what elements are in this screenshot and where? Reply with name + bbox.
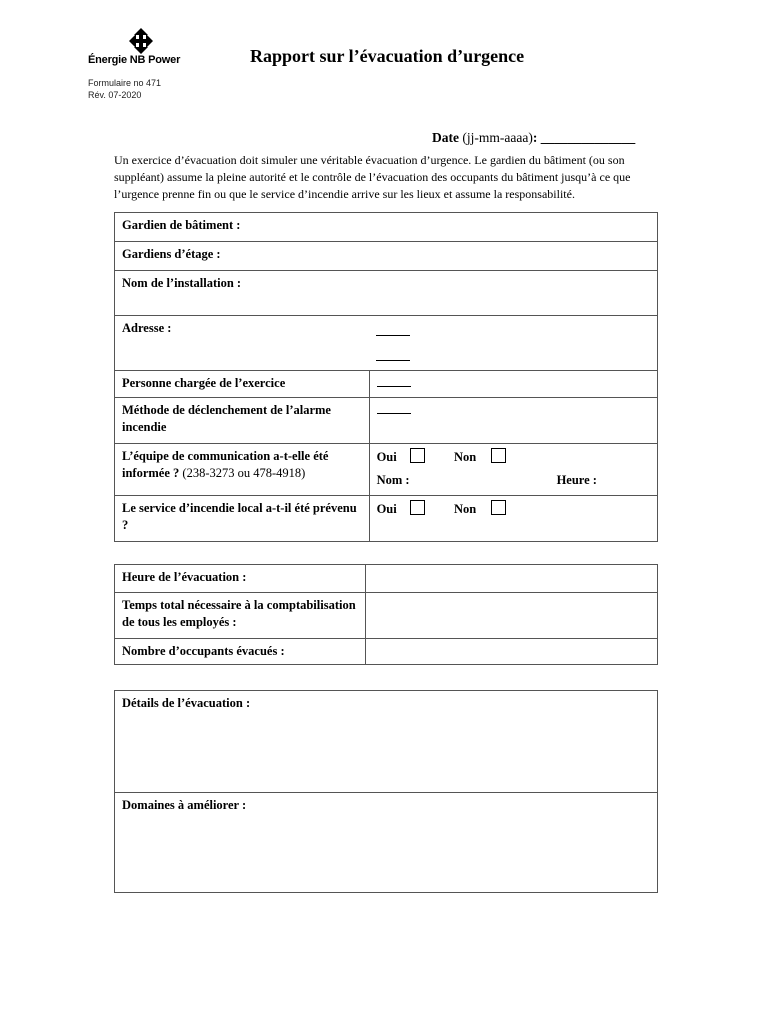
intro-paragraph: Un exercice d’évacuation doit simuler une véritable évacuation d’urgence. Le gardien du bâtiment (ou son suppléant) assume la pleine autorité et le contrôle de l’évacuation des occupants du bâtiment jusqu’à ce que l’urgence prenne fin ou que le service d’incendie arrive sur les lieux et assume la responsabilité. (114, 153, 631, 201)
fire-service-label: Le service d’incendie local a-t-il été prévenu ? (122, 501, 357, 532)
fire-service-label-cell (115, 496, 370, 542)
alarm-method-label: Méthode de déclenchement de l’alarme incendie (122, 403, 331, 434)
date-label: Date (432, 130, 459, 145)
floor-guardians-label: Gardiens d’étage : (122, 247, 221, 261)
details-field[interactable] (115, 691, 658, 793)
evac-time-field[interactable] (365, 565, 657, 593)
fire-service-response (369, 496, 657, 542)
occupants-label: Nombre d’occupants évacués : (122, 644, 285, 658)
recycle-arrows-logo-icon (124, 26, 158, 56)
occupants-field[interactable] (365, 639, 657, 665)
fire-service-non-checkbox[interactable] (491, 500, 506, 515)
total-time-field[interactable] (365, 593, 657, 639)
address-field[interactable] (369, 316, 657, 371)
details-label: Détails de l’évacuation : (122, 696, 251, 710)
building-guardian-field[interactable] (115, 213, 658, 242)
address-label: Adresse : (122, 321, 172, 335)
fire-service-oui-label: Oui (376, 502, 397, 516)
date-format: (jj-mm-aaaa) (462, 130, 533, 145)
address-label-cell (115, 316, 370, 371)
floor-guardians-field[interactable] (115, 242, 658, 271)
facility-name-field[interactable] (115, 271, 658, 316)
comm-team-oui-checkbox[interactable] (410, 448, 425, 463)
address-line-1[interactable] (376, 324, 410, 336)
exercise-info-table (114, 212, 658, 542)
improvements-label: Domaines à améliorer : (122, 798, 247, 812)
alarm-method-blank[interactable] (377, 402, 411, 414)
total-time-label: Temps total nécessaire à la comptabilisation de tous les employés : (122, 598, 356, 629)
improvements-field[interactable] (115, 793, 658, 893)
fire-service-non-label: Non (453, 502, 477, 516)
logo-text: Énergie NB Power (88, 54, 181, 66)
total-time-label-cell (115, 593, 366, 639)
comm-team-oui-label: Oui (376, 450, 397, 464)
form-number: Formulaire no 471 (88, 78, 162, 88)
person-in-charge-label: Personne chargée de l’exercice (122, 376, 286, 390)
evac-time-label: Heure de l’évacuation : (122, 570, 247, 584)
comm-team-label-cell (115, 444, 370, 496)
evacuation-details-table (114, 690, 658, 893)
comm-team-phones: (238-3273 ou 478-4918) (182, 466, 306, 480)
alarm-method-field[interactable] (369, 398, 657, 444)
comm-team-heure-label[interactable]: Heure : (556, 473, 597, 487)
occupants-label-cell (115, 639, 366, 665)
facility-name-label: Nom de l’installation : (122, 276, 242, 290)
fire-service-oui-checkbox[interactable] (410, 500, 425, 515)
comm-team-non-label: Non (453, 450, 477, 464)
building-guardian-label: Gardien de bâtiment : (122, 218, 241, 232)
date-field[interactable] (432, 130, 635, 146)
alarm-method-label-cell (115, 398, 370, 444)
page-title: Rapport sur l’évacuation d’urgence (250, 46, 525, 66)
evacuation-stats-table (114, 564, 658, 665)
comm-team-non-checkbox[interactable] (491, 448, 506, 463)
comm-team-response (369, 444, 657, 496)
evac-time-label-cell (115, 565, 366, 593)
comm-team-label: L’équipe de communication a-t-elle été informée ? (122, 449, 329, 480)
date-colon: : (532, 130, 538, 145)
date-blank[interactable]: ______________ (540, 130, 636, 145)
person-in-charge-blank[interactable] (377, 375, 411, 387)
person-in-charge-field[interactable] (369, 371, 657, 398)
revision: Rév. 07-2020 (88, 90, 142, 100)
person-in-charge-label-cell (115, 371, 370, 398)
address-line-2[interactable] (376, 349, 410, 361)
logo (88, 26, 198, 70)
comm-team-nom-label[interactable]: Nom : (376, 473, 410, 487)
